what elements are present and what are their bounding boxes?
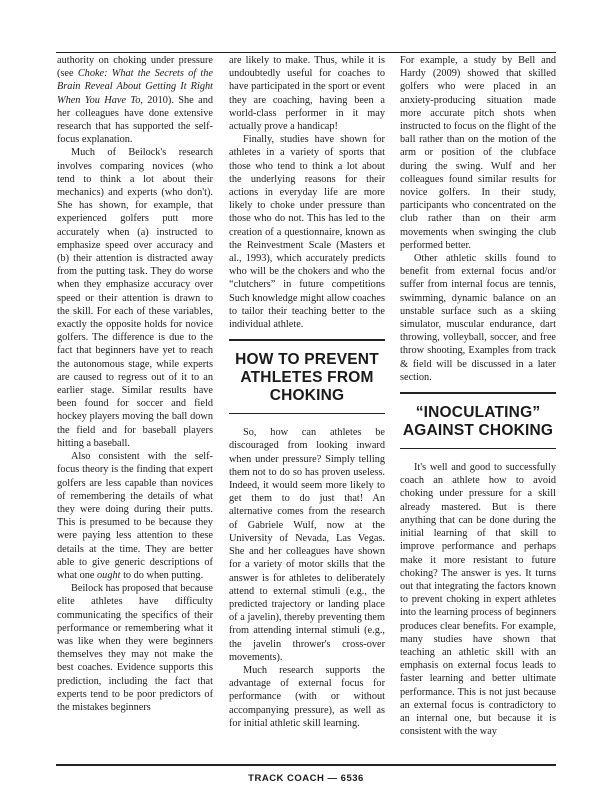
- paragraph: It's well and good to successfully coach an athlete how to avoid choking under pressure for a skill already mastered. But is there anything that can be done during the initial learning of that skill to improve performance and perhaps make it more resistant to future choking? The answer is yes. It turns out that integrating the factors known to prevent choking in expert athletes into the learning process of beginners produces clear benefits. For example, many studies have shown that teaching an athletic skill with an emphasis on external focus leads to faster learning and better ultimate performance. This is not just because an external focus is contradictory to an internal one, but because it is consistent with the way: [400, 462, 556, 738]
- text-run: authority on choking under pressure (see: [57, 55, 213, 80]
- page-footer: TRACK COACH — 6536: [248, 773, 364, 784]
- paragraph: For example, a study by Bell and Hardy (2009) showed that skilled golfers who were placed in an anxiety-producing situation made more accurate pitch shots when instructed to focus on the flight of the ball rather than on the motion of the arm or position of the clubface during the swing. Wulf and her colleagues found similar results for novice golfers. In their study, participants who concentrated on the club rather than on their arm movements when swinging the club performed better.: [400, 55, 556, 251]
- heading-line: “INOCULATING”: [415, 404, 541, 422]
- paragraph: Much research supports the advantage of external focus for performance (with or without accompanying pressure), as well as for initial athletic skill learning.: [229, 664, 385, 729]
- paragraph: [57, 54, 213, 146]
- bottom-rule: [56, 764, 556, 766]
- book-title: Choke: What the Secrets of the Brain Reveal About Getting It Right When You Have To,: [57, 68, 213, 106]
- paragraph: Beilock has proposed that because elite athletes have difficulty communicating the specifics of their performance or remembering what it was like when they were beginners themselves they may not make the best coaches. Evidence supports this prediction, including the fact that experts tend to be poor predictors of the mistakes beginners: [57, 583, 213, 713]
- section-heading-inoculating: [400, 392, 556, 449]
- heading-line: AGAINST CHOKING: [402, 422, 554, 440]
- column-2: [229, 54, 385, 730]
- column-1: [57, 54, 213, 714]
- paragraph: Much of Beilock's research involves comparing novices (who tend to think a lot about their mechanics) and experts (who don't). She has shown, for example, that experienced golfers putt more accurately when (a) instructed to emphasize speed over accuracy and (b) their attention is distracted away from the putting task. They do worse when they emphasize accuracy over speed or their attention is drawn to the skill. For each of these variables, exactly the opposite holds for novice golfers. The difference is due to the fact that beginners have yet to reach the autonomous stage, while experts are caused to regress out of it to an earlier stage. Similar results have been found for soccer and field hockey players moving the ball down the field and for baseball players hitting a baseball.: [57, 147, 213, 449]
- text-run: Also consistent with the self-focus theory is the finding that expert golfers are less capable than novices of remembering the details of what they were doing during their putts. This is presumed to be because they were paying less attention to these details at the time. They are better able to give generic descriptions of what one: [57, 451, 213, 581]
- paragraph: Finally, studies have shown for athletes in a variety of sports that those who tend to think a lot about the underlying reasons for their actions in everyday life are more likely to choke under pressure than those who do not. This has led to the creation of a questionnaire, known as the Reinvestment Scale (Masters et al., 1993), which accurately predicts who will be the chokers and who the “clutchers” in future competitions Such knowledge might allow coaches to tailor their teaching better to the individual athlete.: [229, 134, 385, 331]
- section-heading-prevent-choking: [229, 339, 385, 414]
- column-3: [400, 54, 556, 738]
- paragraph: So, how can athletes be discouraged from looking inward when under pressure? Simply telling them not to do so has proven useless. Indeed, it would seem more likely to get them to do just that! An alternative comes from the research of Gabriele Wulf, now at the University of Nevada, Las Vegas. She and her colleagues have shown for a variety of motor skills that the answer is for athletes to deliberately attend to external stimuli (e.g., the predicted trajectory or landing place of a javelin), thereby preventing them from attending internal stimuli (e.g., the javelin thrower's cross-over movements).: [229, 427, 385, 663]
- top-rule: [56, 52, 556, 53]
- heading-line: HOW TO PREVENT: [235, 351, 379, 369]
- emphasis: ought: [97, 569, 121, 581]
- paragraph: [57, 450, 213, 582]
- text-run: to do when putting.: [120, 569, 204, 581]
- paragraph: are likely to make. Thus, while it is undoubtedly useful for coaches to have participated in the sport or event they are coaching, having been a world-class performer in it may actually prove a handicap!: [229, 55, 385, 133]
- paragraph: Other athletic skills found to benefit from external focus and/or suffer from internal focus are tennis, swimming, dynamic balance on an unstable surface such as a skiing simulator, muscular endurance, dart throwing, volleyball, soccer, and free throw shooting, Examples from track & field will be discussed in a later section.: [400, 253, 556, 383]
- text-run: 2010). She and her colleagues have done extensive research that has supported the self-focus explanation.: [57, 94, 213, 146]
- heading-line: ATHLETES FROM: [240, 369, 374, 387]
- heading-line: CHOKING: [269, 387, 345, 405]
